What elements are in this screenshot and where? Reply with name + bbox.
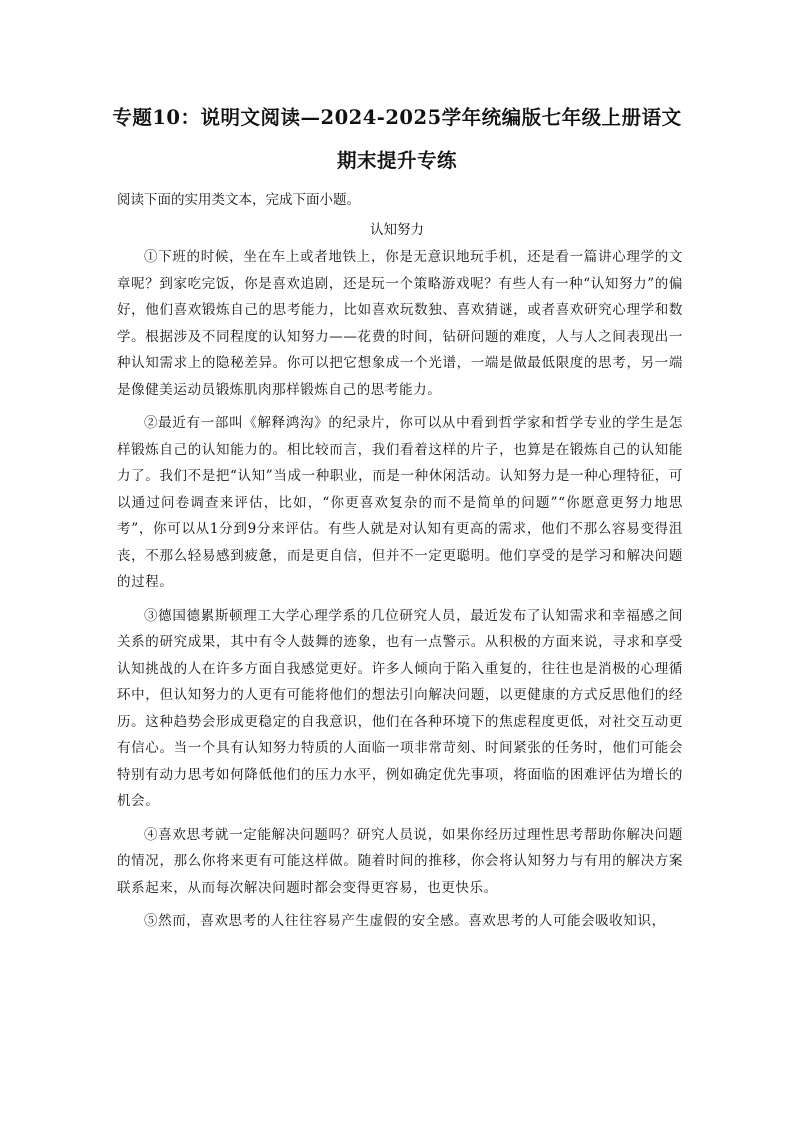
- document-title-line-1: 专题10：说明文阅读—2024-2025学年统编版七年级上册语文: [112, 106, 682, 129]
- article-title: 认知努力: [370, 222, 424, 238]
- paragraph-1: ①下班的时候，坐在车上或者地铁上，你是无意识地玩手机，还是看一篇讲心理学的文章呢？到家吃完饭，你是喜欢追剧，还是玩一个策略游戏呢？有些人有一种“认知努力”的偏好，他们喜欢锻炼自己的思考能力，比如喜欢玩数独、喜欢猜谜，或者喜欢研究心理学和数学。根据涉及不同程度的认知努力——花费的时间，钻研问题的难度，人与人之间表现出一种认知需求上的隐秘差异。你可以把它想象成一个光谱，一端是做最低限度的思考，另一端是像健美运动员锻炼肌肉那样锻炼自己的思考能力。: [117, 249, 683, 398]
- article-body: [117, 244, 683, 935]
- paragraph-3: ③德国德累斯顿理工大学心理学系的几位研究人员，最近发布了认知需求和幸福感之间关系的研究成果，其中有令人鼓舞的迹象，也有一点警示。从积极的方面来说，寻求和享受认知挑战的人在许多方面自我感觉更好。许多人倾向于陷入重复的，往往也是消极的心理循环中，但认知努力的人更有可能将他们的想法引向解决问题，以更健康的方式反思他们的经历。这种趋势会形成更稳定的自我意识，他们在各种环境下的焦虑程度更低，对社交互动更有信心。当一个具有认知努力特质的人面临一项非常苛刻、时间紧张的任务时，他们可能会特别有动力思考如何降低他们的压力水平，例如确定优先事项，将面临的困难评估为增长的机会。: [117, 607, 683, 809]
- document-title-line-2: 期末提升专练: [336, 149, 457, 172]
- paragraph-2: ②最近有一部叫《解释鸿沟》的纪录片，你可以从中看到哲学家和哲学专业的学生是怎样锻炼自己的认知能力的。相比较而言，我们看着这样的片子，也算是在锻炼自己的认知能力了。我们不是把“认知”当成一种职业，而是一种休闲活动。认知努力是一种心理特征，可以通过问卷调查来评估，比如，“你更喜欢复杂的而不是简单的问题”“你愿意更努力地思考”，你可以从1分到9分来评估。有些人就是对认知有更高的需求，他们不那么容易变得沮丧，不那么轻易感到疲惫，而是更自信，但并不一定更聪明。他们享受的是学习和解决问题的过程。: [117, 415, 683, 590]
- reading-instruction: 阅读下面的实用类文本，完成下面小题。: [117, 192, 360, 208]
- paragraph-5: ⑤然而，喜欢思考的人往往容易产生虚假的安全感。喜欢思考的人可能会吸收知识，: [144, 913, 666, 929]
- paragraph-4: ④喜欢思考就一定能解决问题吗？研究人员说，如果你经历过理性思考帮助你解决问题的情况，那么你将来更有可能这样做。随着时间的推移，你会将认知努力与有用的解决方案联系起来，从而每次解决问题时都会变得更容易，也更快乐。: [117, 826, 683, 896]
